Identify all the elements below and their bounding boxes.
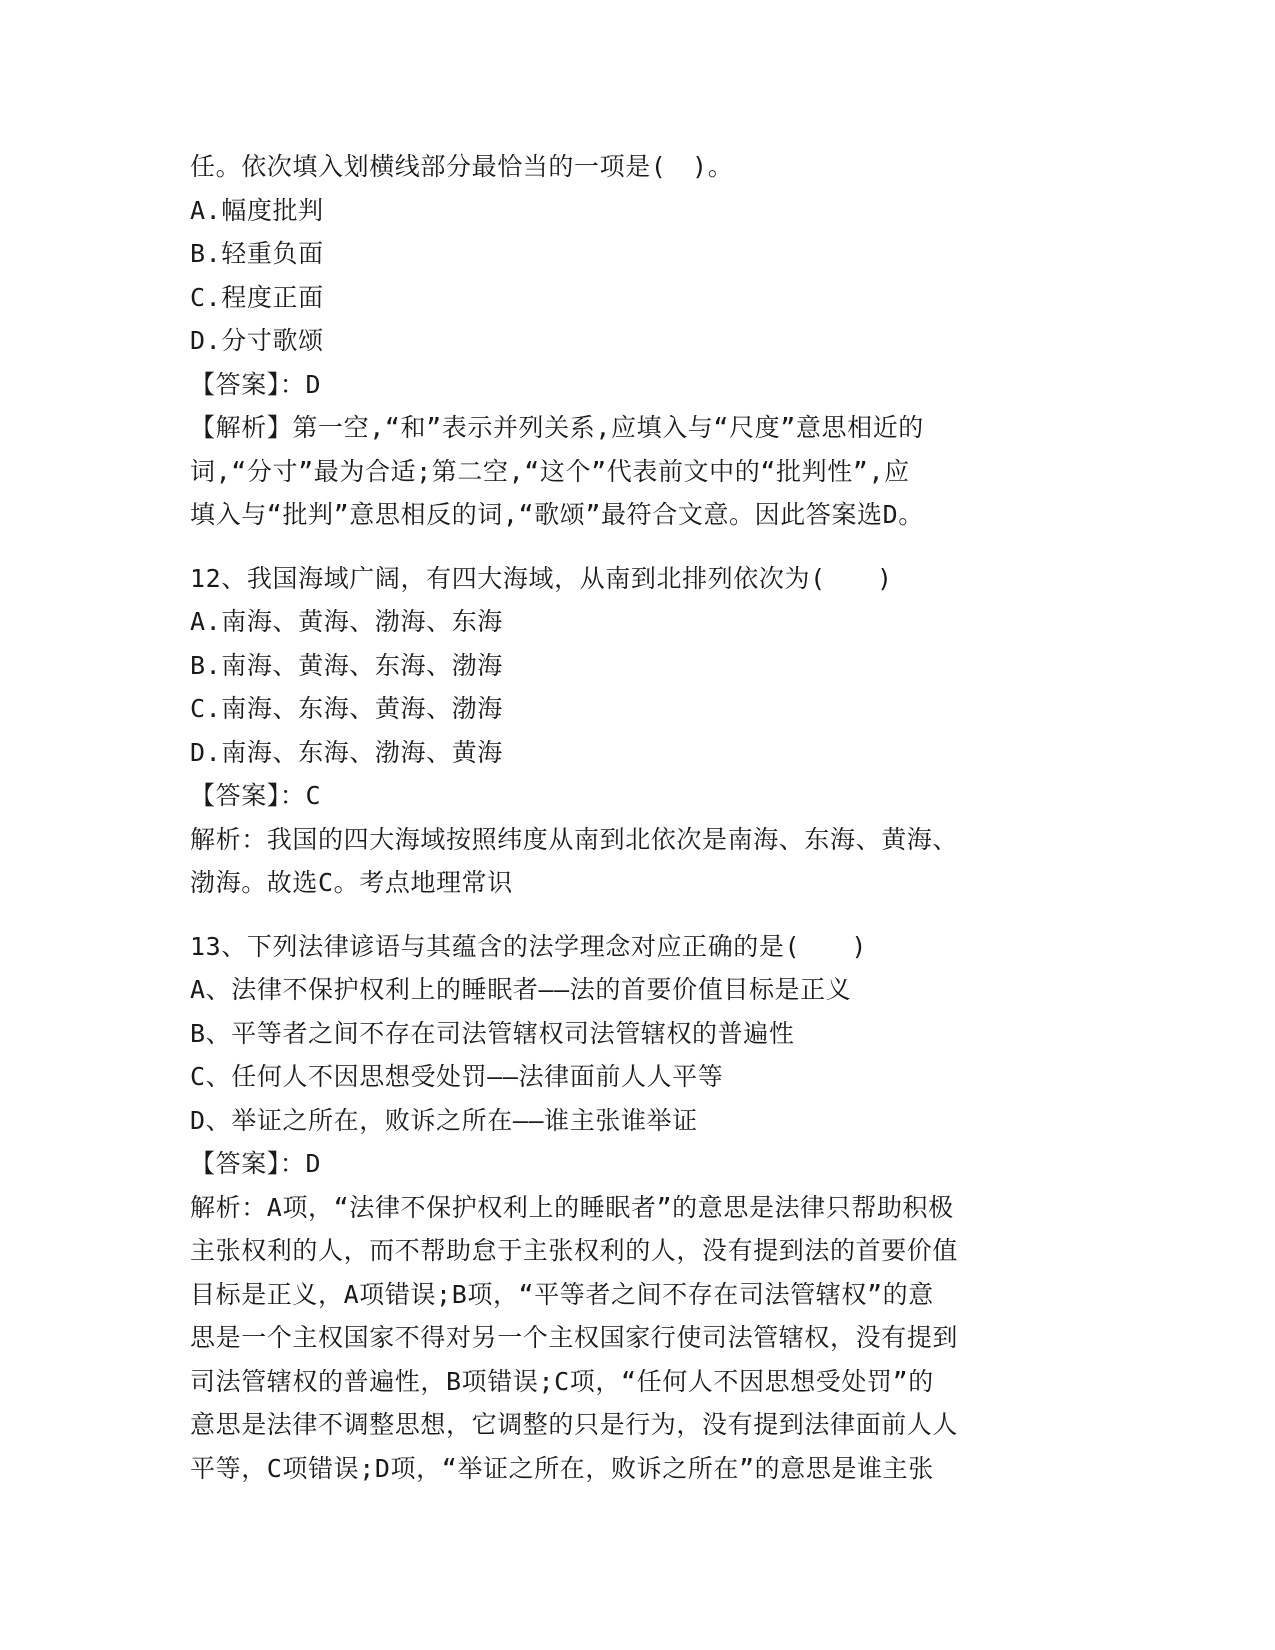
option-d: D、举证之所在，败诉之所在——谁主张谁举证: [190, 1105, 698, 1135]
analysis-line: 平等，C项错误;D项，“举证之所在，败诉之所在”的意思是谁主张: [190, 1453, 934, 1483]
option-d: D.分寸歌颂: [190, 326, 324, 355]
option-b: B.南海、黄海、东海、渤海: [190, 650, 503, 680]
option-b: B、平等者之间不存在司法管辖权司法管辖权的普遍性: [190, 1018, 795, 1048]
analysis-line: 解析：我国的四大海域按照纬度从南到北依次是南海、东海、黄海、: [190, 824, 959, 854]
answer: 【答案】：D: [190, 1149, 322, 1178]
analysis-line: 目标是正义，A项错误;B项，“平等者之间不存在司法管辖权”的意: [190, 1279, 934, 1309]
option-c: C、任何人不因思想受处罚——法律面前人人平等: [190, 1062, 724, 1091]
option-c: C.南海、东海、黄海、渤海: [190, 694, 503, 723]
option-c: C.程度正面: [190, 282, 324, 312]
page-content: [190, 145, 1090, 1490]
question-stem: 任。依次填入划横线部分最恰当的一项是( )。: [190, 152, 734, 181]
option-d: D.南海、东海、渤海、黄海: [190, 737, 503, 767]
option-a: A.幅度批判: [190, 195, 324, 225]
answer: 【答案】：C: [190, 781, 322, 810]
answer: 【答案】：D: [190, 369, 322, 399]
spacer: [190, 905, 1090, 925]
option-a: A、法律不保护权利上的睡眠者——法的首要价值目标是正义: [190, 975, 852, 1004]
question-stem: 13、下列法律谚语与其蕴含的法学理念对应正确的是( ): [190, 931, 868, 961]
analysis-line: 词,“分寸”最为合适;第二空,“这个”代表前文中的“批判性”,应: [190, 456, 910, 486]
option-a: A.南海、黄海、渤海、东海: [190, 607, 503, 636]
question-12: [190, 557, 1090, 905]
spacer: [190, 537, 1090, 557]
question-stem: 12、我国海域广阔，有四大海域，从南到北排列依次为( ): [190, 563, 893, 593]
analysis-line: 解析：A项，“法律不保护权利上的睡眠者”的意思是法律只帮助积极: [190, 1192, 954, 1222]
analysis-line: 渤海。故选C。考点地理常识: [190, 868, 513, 897]
analysis-line: 【解析】第一空,“和”表示并列关系,应填入与“尺度”意思相近的: [190, 413, 924, 442]
question-13: [190, 925, 1090, 1491]
option-b: B.轻重负面: [190, 239, 324, 268]
analysis-line: 司法管辖权的普遍性，B项错误;C项，“任何人不因思想受处罚”的: [190, 1366, 934, 1396]
analysis-line: 意思是法律不调整思想，它调整的只是行为，没有提到法律面前人人: [190, 1410, 959, 1439]
question-11: [190, 145, 1090, 537]
analysis-line: 填入与“批判”意思相反的词,“歌颂”最符合文意。因此答案选D。: [190, 500, 924, 529]
analysis-line: 主张权利的人，而不帮助怠于主张权利的人，没有提到法的首要价值: [190, 1236, 959, 1265]
analysis-line: 思是一个主权国家不得对另一个主权国家行使司法管辖权，没有提到: [190, 1323, 959, 1352]
